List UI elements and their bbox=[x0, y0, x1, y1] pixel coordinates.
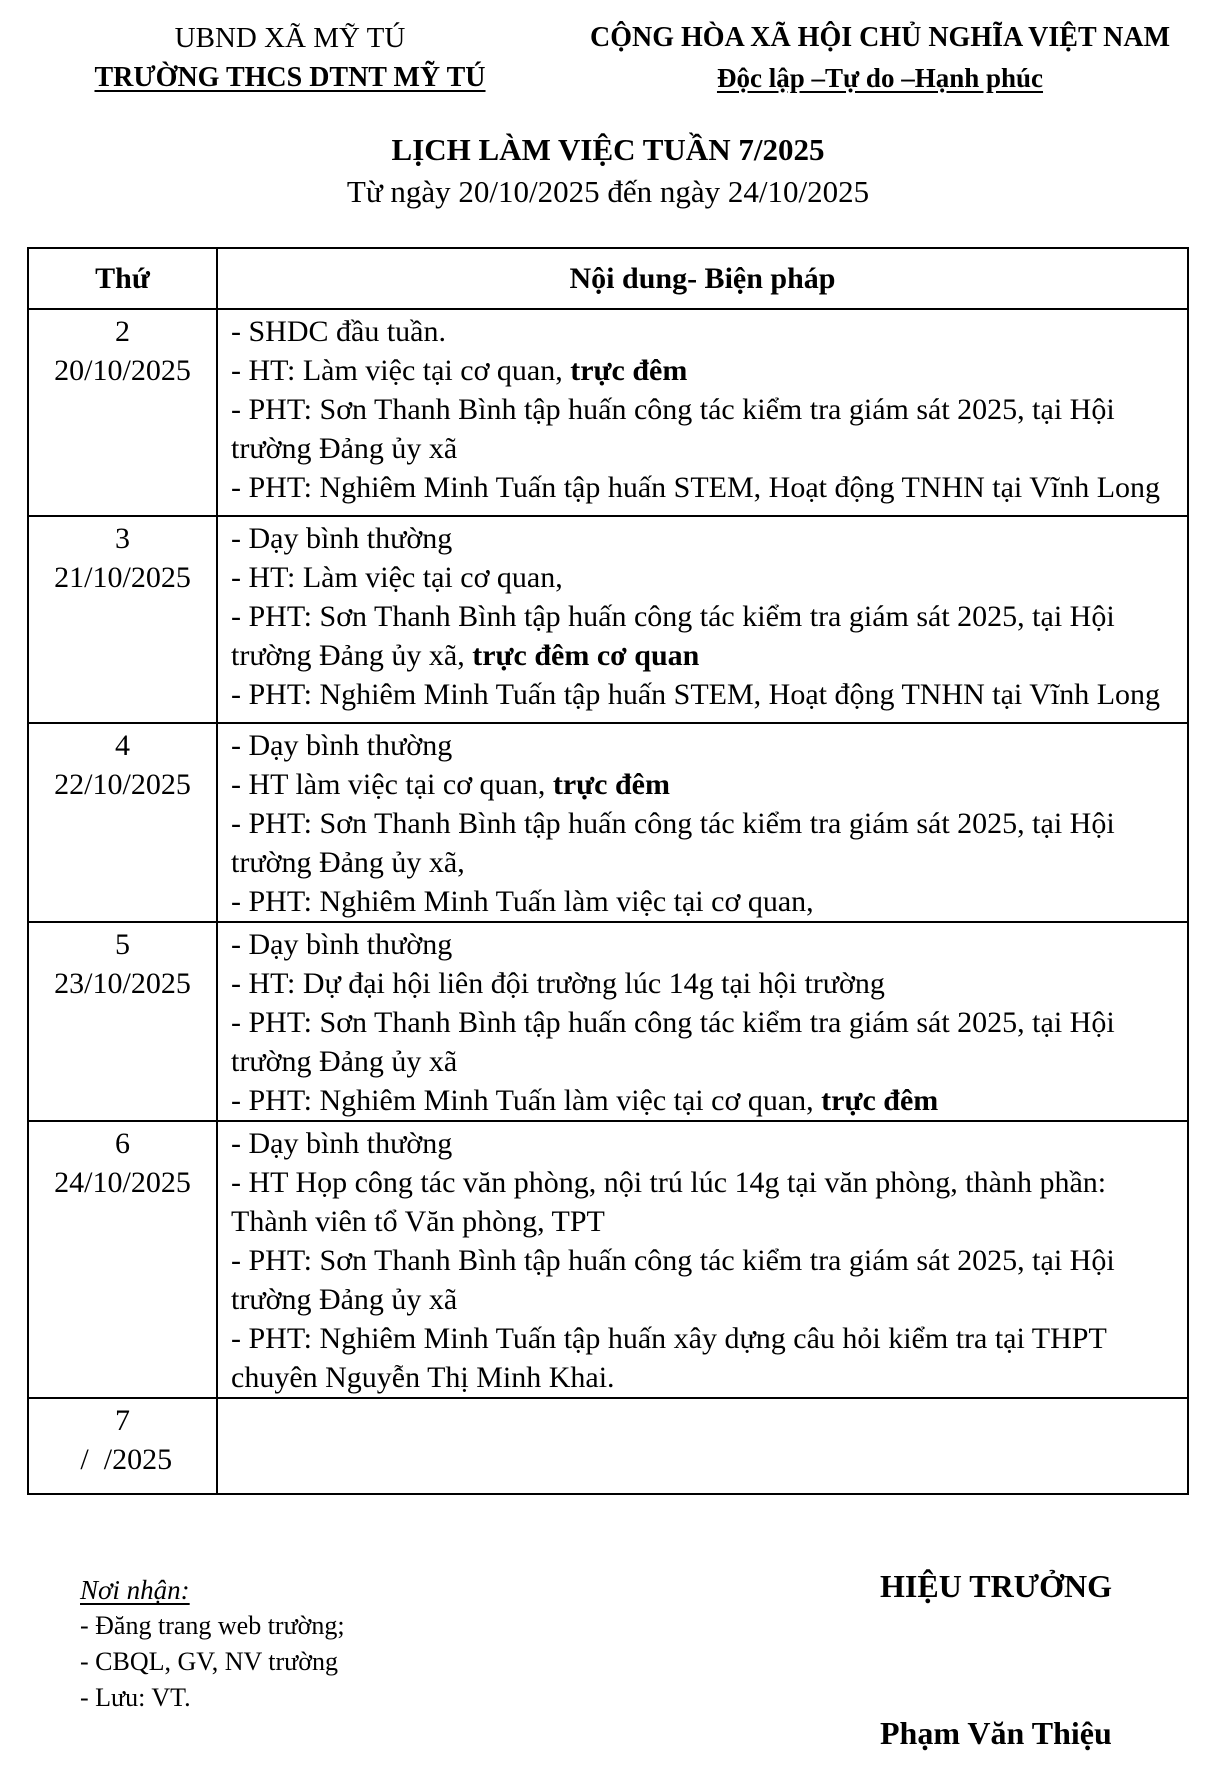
weekday: 4 bbox=[115, 729, 130, 762]
table-row bbox=[28, 1398, 1188, 1494]
date: 22/10/2025 bbox=[54, 768, 191, 801]
day-cell bbox=[28, 1398, 217, 1494]
table-row bbox=[28, 309, 1188, 516]
content-line: - Dạy bình thường bbox=[231, 1127, 453, 1160]
weekday: 7 bbox=[115, 1404, 130, 1437]
date: 24/10/2025 bbox=[54, 1166, 191, 1199]
recipients-title: Nơi nhận: bbox=[80, 1575, 190, 1605]
content-line: - HT: Làm việc tại cơ quan, trực đêm bbox=[231, 354, 688, 387]
date: 23/10/2025 bbox=[54, 967, 191, 1000]
table-row bbox=[28, 922, 1188, 1121]
content-line: - PHT: Sơn Thanh Bình tập huấn công tác kiểm tra giám sát 2025, tại Hội trường Đảng ủy xã, bbox=[231, 807, 1115, 879]
recipients-block bbox=[80, 1572, 345, 1716]
schedule-table bbox=[27, 247, 1189, 1495]
content-line: - SHDC đầu tuần. bbox=[231, 315, 446, 348]
content-cell bbox=[217, 922, 1188, 1121]
signer-title: HIỆU TRƯỞNG bbox=[880, 1568, 1113, 1604]
weekday: 2 bbox=[115, 315, 130, 348]
content-line: - Dạy bình thường bbox=[231, 729, 453, 762]
day-cell bbox=[28, 723, 217, 922]
national-header bbox=[565, 18, 1195, 98]
column-header-day: Thứ bbox=[28, 248, 217, 309]
night-duty: trực đêm bbox=[821, 1084, 939, 1117]
content-line: - HT làm việc tại cơ quan, trực đêm bbox=[231, 768, 670, 801]
national-name: CỘNG HÒA XÃ HỘI CHỦ NGHĨA VIỆT NAM bbox=[589, 22, 1171, 53]
document-subtitle: Từ ngày 20/10/2025 đến ngày 24/10/2025 bbox=[346, 174, 870, 209]
issuer-authority: UBND XÃ MỸ TÚ bbox=[174, 22, 406, 54]
content-line: - Dạy bình thường bbox=[231, 522, 453, 555]
day-cell bbox=[28, 309, 217, 516]
date: / /2025 bbox=[72, 1443, 173, 1476]
content-line: - PHT: Nghiêm Minh Tuấn tập huấn STEM, Hoạt động TNHN tại Vĩnh Long bbox=[231, 678, 1161, 711]
table-row bbox=[28, 516, 1188, 723]
content-cell bbox=[217, 723, 1188, 922]
night-duty: trực đêm bbox=[570, 354, 688, 387]
recipient-item: - Đăng trang web trường; bbox=[80, 1611, 345, 1640]
content-line: - HT: Làm việc tại cơ quan, bbox=[231, 561, 563, 594]
content-cell bbox=[217, 516, 1188, 723]
date: 20/10/2025 bbox=[54, 354, 191, 387]
date: 21/10/2025 bbox=[54, 561, 191, 594]
day-cell bbox=[28, 922, 217, 1121]
weekday: 6 bbox=[115, 1127, 130, 1160]
day-cell bbox=[28, 516, 217, 723]
content-line: - PHT: Nghiêm Minh Tuấn tập huấn xây dựng câu hỏi kiểm tra tại THPT chuyên Nguyễn Thị Minh Khai. bbox=[231, 1322, 1107, 1394]
content-line: - Dạy bình thường bbox=[231, 928, 453, 961]
table-row bbox=[28, 1121, 1188, 1398]
content-line: - PHT: Nghiêm Minh Tuấn làm việc tại cơ quan, trực đêm bbox=[231, 1084, 939, 1117]
issuer-header bbox=[40, 18, 540, 98]
content-line: - PHT: Sơn Thanh Bình tập huấn công tác kiểm tra giám sát 2025, tại Hội trường Đảng ủy xã bbox=[231, 393, 1115, 465]
weekday: 3 bbox=[115, 522, 130, 555]
content-line: - PHT: Nghiêm Minh Tuấn tập huấn STEM, Hoạt động TNHN tại Vĩnh Long bbox=[231, 471, 1161, 504]
document-title: LỊCH LÀM VIỆC TUẦN 7/2025 bbox=[391, 132, 825, 167]
content-line: - PHT: Sơn Thanh Bình tập huấn công tác kiểm tra giám sát 2025, tại Hội trường Đảng ủy xã, trực đêm cơ quan bbox=[231, 600, 1115, 672]
night-duty: trực đêm cơ quan bbox=[472, 639, 700, 672]
content-cell bbox=[217, 1121, 1188, 1398]
night-duty: trực đêm bbox=[552, 768, 670, 801]
recipient-item: - CBQL, GV, NV trường bbox=[80, 1647, 339, 1676]
issuer-school: TRƯỜNG THCS DTNT MỸ TÚ bbox=[94, 62, 486, 93]
content-line: - PHT: Nghiêm Minh Tuấn làm việc tại cơ quan, bbox=[231, 885, 814, 918]
table-header-row bbox=[28, 248, 1188, 309]
recipient-item: - Lưu: VT. bbox=[80, 1683, 191, 1712]
column-header-content: Nội dung- Biện pháp bbox=[217, 248, 1188, 309]
content-line: - PHT: Sơn Thanh Bình tập huấn công tác kiểm tra giám sát 2025, tại Hội trường Đảng ủy xã bbox=[231, 1244, 1115, 1316]
content-line: - HT Họp công tác văn phòng, nội trú lúc 14g tại văn phòng, thành phần: Thành viên tổ Văn phòng, TPT bbox=[231, 1166, 1107, 1238]
content-line: - HT: Dự đại hội liên đội trường lúc 14g tại hội trường bbox=[231, 967, 885, 1000]
content-line: - PHT: Sơn Thanh Bình tập huấn công tác kiểm tra giám sát 2025, tại Hội trường Đảng ủy xã bbox=[231, 1006, 1115, 1078]
day-cell bbox=[28, 1121, 217, 1398]
content-cell bbox=[217, 1398, 1188, 1494]
content-cell bbox=[217, 309, 1188, 516]
table-row bbox=[28, 723, 1188, 922]
signer-name: Phạm Văn Thiệu bbox=[880, 1715, 1112, 1751]
weekday: 5 bbox=[115, 928, 130, 961]
national-motto: Độc lập –Tự do –Hạnh phúc bbox=[716, 63, 1044, 93]
